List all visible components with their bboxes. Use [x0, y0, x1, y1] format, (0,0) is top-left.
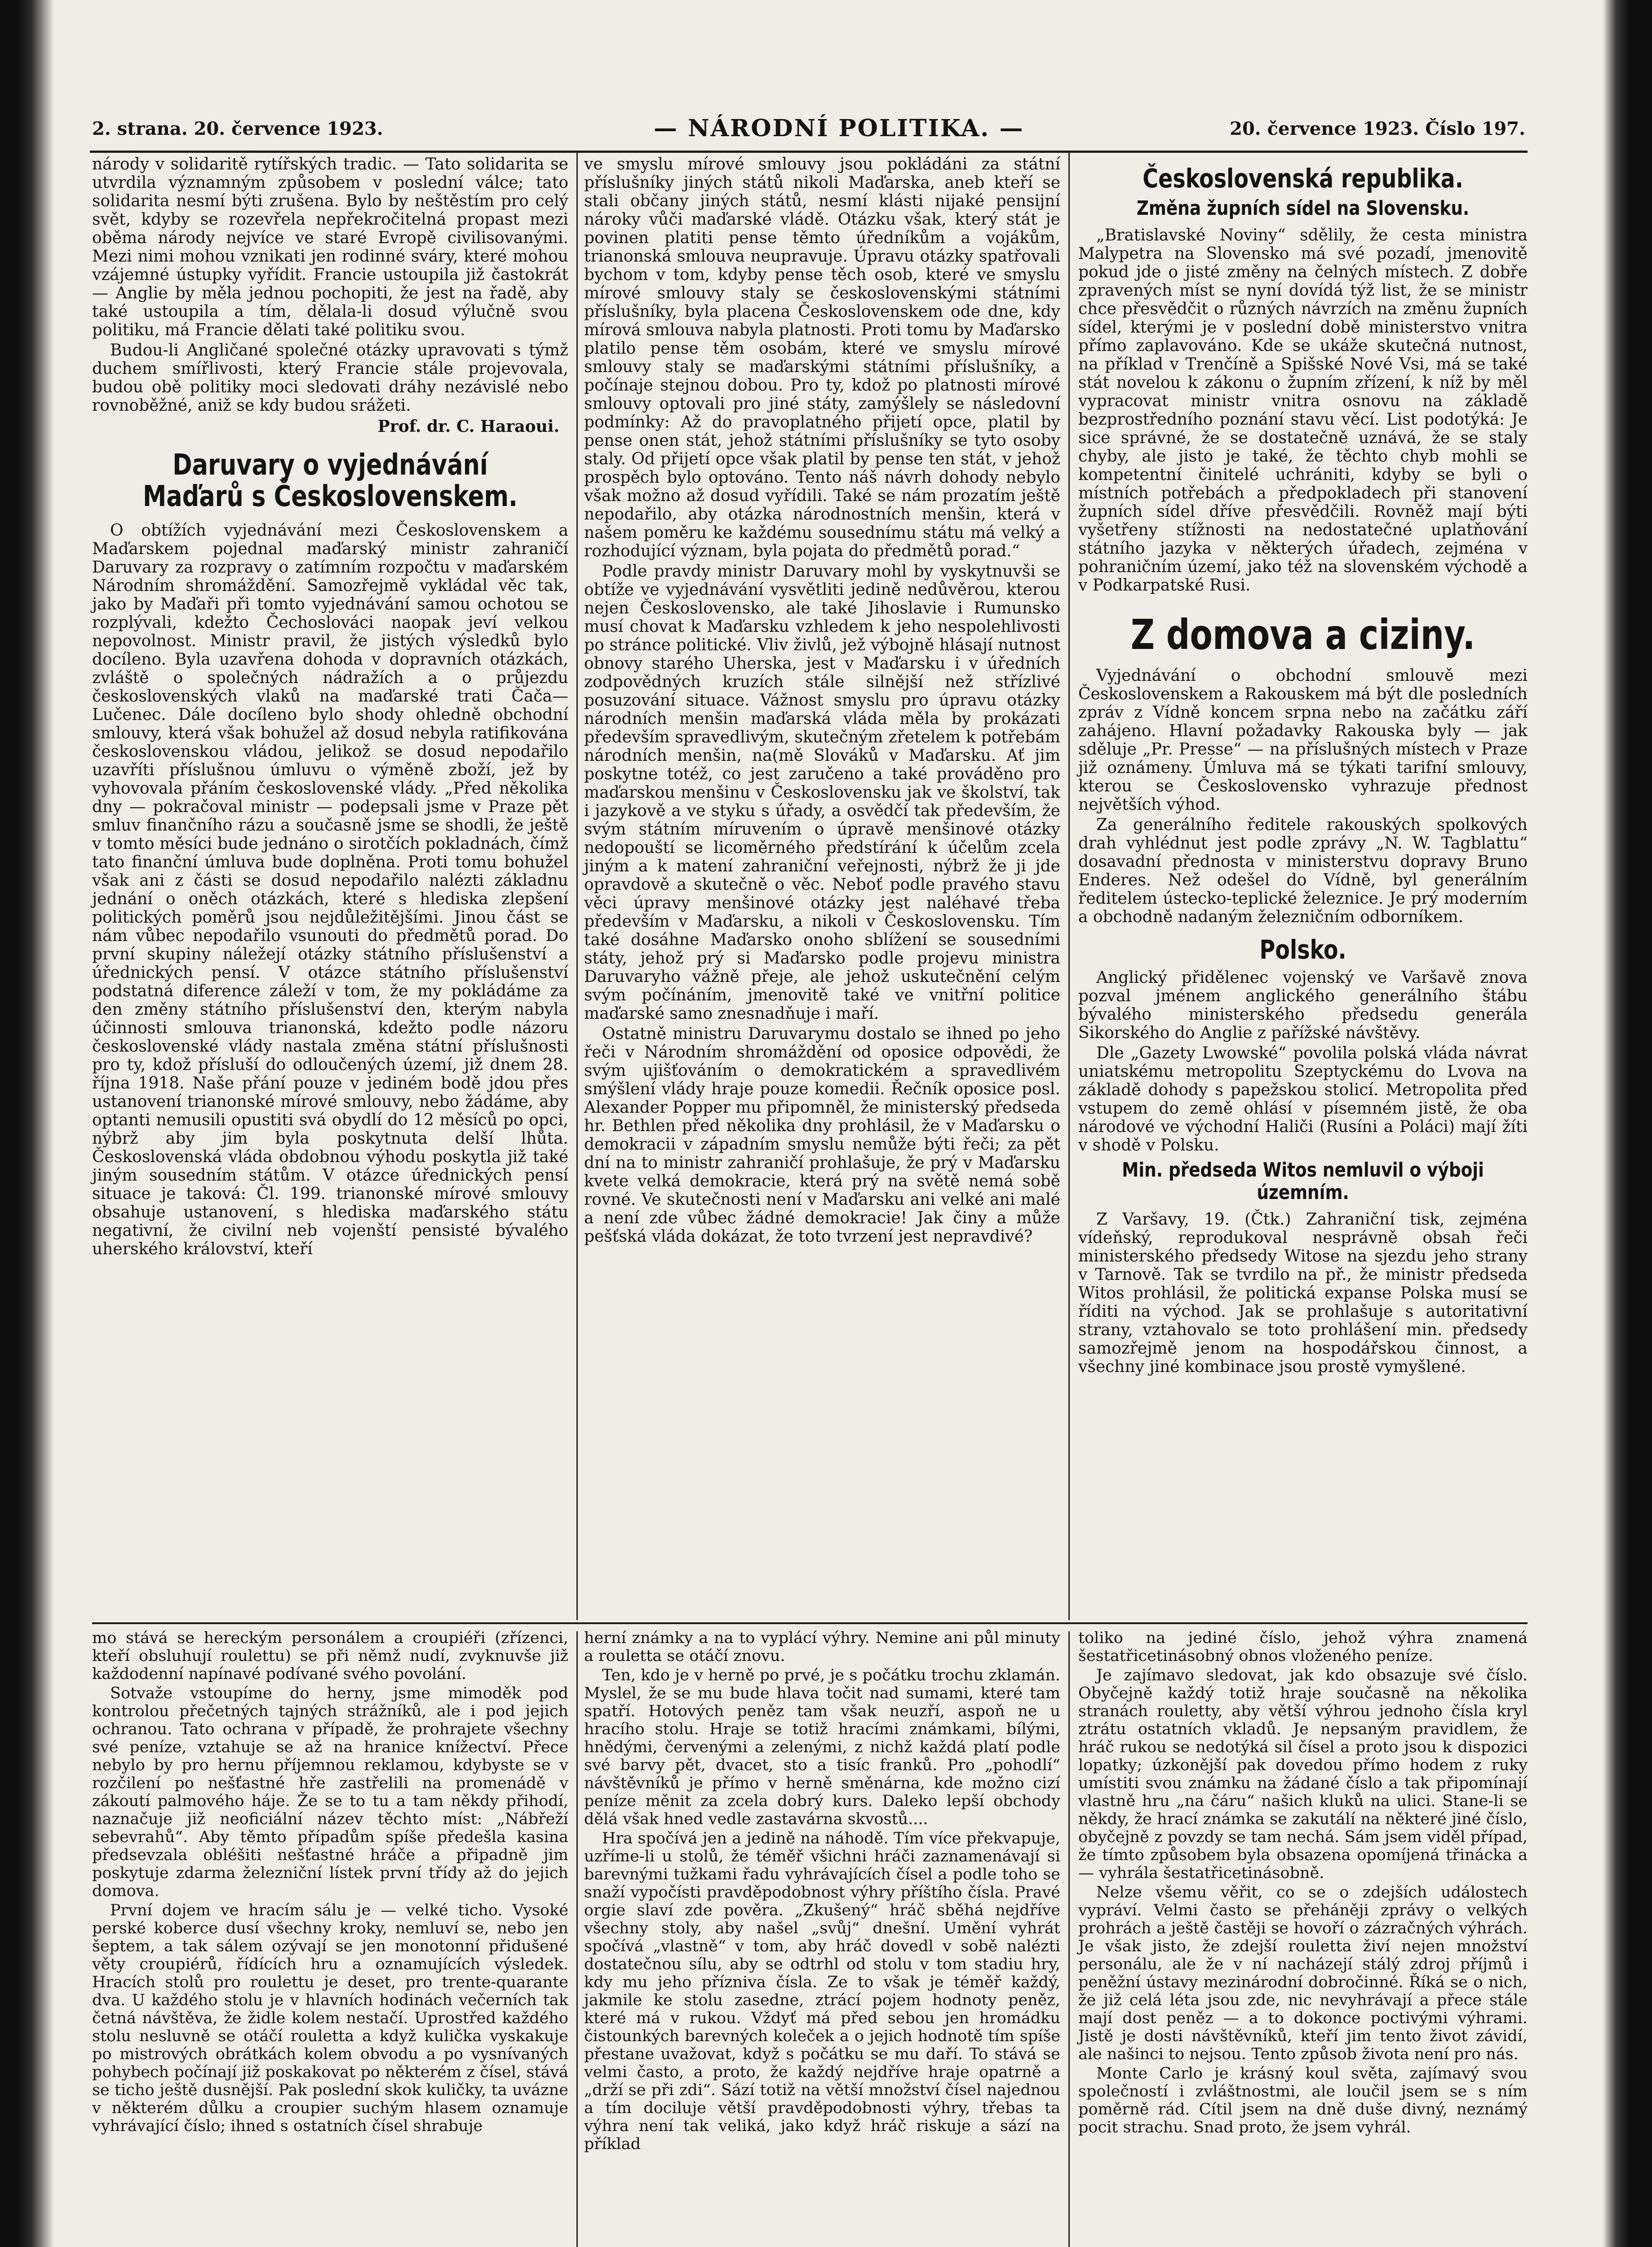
article-subheading: Min. předseda Witos nemluvil o výboji územním.: [1122, 1159, 1484, 1204]
paragraph: Ostatně ministru Daruvarymu dostalo se ihned po jeho řeči v Národním shromáždění od oposice odpovědi, že svým ujišťováním o demokratickém a spravedlivém smýšlení vlády hraje pouze komedii. Řečník oposice posl. Alexander Popper mu připomněl, že ministerský předseda hr. Bethlen před několika dny prohlásil, že v Maďarsku o demokracii v západním smyslu nemůže býti řeči; za pět dní na to ministr zahraničí prohlašuje, že prý v Maďarsku kvete velká demokracie, která prý na světě nemá sobě rovné. Ve skutečnosti není v Maďarsku ani velké ani malé a není zde vůbec žádné demokracie! Jak činy a může pešťská vláda dokázat, že toto tvrzení jest nepravdivé?: [584, 1025, 1061, 1246]
paragraph: národy v solidaritě rytířských tradic. — Tato solidarita se utvrdila významným způsobem v poslední válce; tato solidarita nesmí býti zrušena. Bylo by neštěstím pro celý svět, kdyby se rozevřela nepřekročitelná propast mezi oběma národy nejvíce ve staré Evropě civilisovanými. Mezi nimi mohou vznikati jen rodinné sváry, které mohou vzájemné ústupky vyřídit. Francie ustoupila již častokrát — Anglie by měla jednou pochopiti, že jest na řadě, aby také ustoupila a tím, dělala-li dosud výlučně svou politiku, má Francie dělati také politiku svou.: [92, 155, 568, 339]
paragraph: Hra spočívá jen a jedině na náhodě. Tím více překvapuje, uzříme-li u stolů, že téměř všichni hráči zaznamenávají si barevnými tužkami řadu vyhrávajících čísel a podle toho se snaží vypočísti pravděpodobnost výhry příštího čísla. Pravé orgie slaví zde pověra. „Zkušený“ hráč sběhá nejdříve všechny stoly, aby našel „svůj“ dnešní. Umění vyhrát spočívá „vlastně“ v tom, aby hráč dovedl v sobě nalézti dostatečnou sílu, aby se odtrhl od stolu v tom stadiu hry, kdy mu jeho přízniva čísla. Ze to však je téměř každý, jakmile ke stolu zasedne, ztrácí pojem hodnoty peněz, které má v rukou. Vždyť má před sebou jen hromádku čistounkých barevných koleček a o jejich hodnotě tím spíše přestane uvažovat, když s počátku se mu daří. To stává se velmi často, a proto, že každý nejdříve hraje opatrně a „drží se při zdi“. Sází totiž na větší množství čísel najednou a tím dociluje větší pravděpodobnosti výhry, třebas ta výhra není tak veliká, jako když hráč riskuje a sází na příklad: [584, 1830, 1060, 2153]
paragraph: Za generálního ředitele rakouských spolkových drah vyhlédnut jest podle zprávy „N. W. Tagblattu“ dosavadní přednosta v ministerstvu dopravy Bruno Enderes. Než odešel do Vídně, byl generálním ředitelem ústecko-teplické železnice. Je prý moderním a obchodně nadaným železničním odborníkem.: [1078, 816, 1528, 926]
scan-edge-left: [0, 0, 54, 2247]
paragraph: Budou-li Angličané společné otázky upravovati s týmž duchem smířlivosti, který Francie stále projevovala, budou obě politiky moci sledovati dráhy nezávislé nebo rovnoběžné, aniž se kdy budou srážeti.: [92, 341, 568, 415]
paragraph: „Bratislavské Noviny“ sdělily, že cesta ministra Malypetra na Slovensko má své pozadí, jmenovitě pokud jde o jisté změny na čelných místech. Z dobře zpravených míst se nyní dovídá týž list, že se ministr chce přesvědčit o různých návrzích na změnu župních sídel, kterými je v poslední době ministerstvo vnitra přímo zaplavováno. Kde se ukáže skutečná nutnost, na příklad v Trenčíně a Spišské Nové Vsi, má se také stát novelou k zákonu o župním zřízení, k níž by měl vypracovat ministr vnitra osnovu na základě bezprostředního poznání stavu věcí. List podotýká: Je sice správné, že se dostatečně uznává, že se staly chyby, ale jisto je také, že těchto chyb mohli se kompetentní činitelé uchrániti, kdyby se byli o místních potřebách a předpokladech při stanovení župních sídel dříve přesvědčili. Rovněž mají býti vyšetřeny stížnosti na nedostatečné uplatňování státního jazyka v některých úřadech, zejména v pohraničním území, jako též na slovenském východě a v Podkarpatské Rusi.: [1078, 226, 1528, 595]
header-issue-right: 20. července 1923. Číslo 197.: [1230, 118, 1525, 139]
paragraph: Anglický přidělenec vojenský ve Varšavě znova pozval jménem anglického generálního štábu bývalého ministerského předsedu generála Sikorského do Anglie z pařížské návštěvy.: [1078, 968, 1528, 1042]
column-rule: [576, 153, 578, 1620]
feuilleton-column-2: [584, 1629, 1060, 2154]
column-2: [584, 155, 1060, 1248]
article-signature: Prof. dr. C. Haraoui.: [377, 417, 559, 436]
paragraph: Nelze všemu věřit, co se o zdejších událostech vypráví. Velmi často se přeháněji zprávy o velkých prohrách a ještě častěji se hovoří o zázračných výhrách. Je však jisto, že zdejší rouletta živí nejen množství personálu, ale že v ní nacházejí stálý zdroj příjmů i peněžní ústavy mezinárodní dobročinné. Říká se o nich, že již celá léta jsou zde, nic nevyhrávají a přece stále mají dost peněz — a to dokonce poctivými výhrami. Jistě je dosti návštěvníků, kteří jim tento život závidí, ale našinci to nejsou. Tento způsob života není pro nás.: [1078, 1883, 1528, 2063]
paragraph: Podle pravdy ministr Daruvary mohl by vyskytnuvši se obtíže ve vyjednávání vysvětliti jedině nedůvěrou, kterou nejen Československo, ale také Jihoslavie i Rumunsko musí chovat k Maďarsku vzhledem k jeho nespolehlivosti po stránce politické. Vliv živlů, jež výbojně hlásají nutnost obnovy starého Uherska, jest v Maďarsku i v úředních zodpovědných kruzích stále silnější než střízlivé posuzování situace. Vážnost smyslu pro úpravu otázky národních menšin maďarská vláda měla by prokázati především spravedlivým, skutečným zřetelem k potřebám národních menšin, na(mě Slováků v Maďarsku. Ať jim poskytne totéž, co jest zaručeno a také prováděno pro maďarskou menšinu v Československu jak ve školství, tak i jazykově a ve styku s úřady, a osvědčí tak především, že svým státním míruvením o úpravě menšinové otázky nedopouští se licoměrného předstírání k účelům zcela jiným a k matení zahraniční veřejnosti, nýbrž že ji jde opravdově a skutečně o věc. Neboť podle pravého stavu věci úpravy menšinové otázky jest naléhavé třeba především v Maďarsku, a nikoli v Československu. Tím také dosáhne Maďarsko onoho sblížení se sousedními státy, jehož prý si Maďarsko podle projevu ministra Daruvaryho vážně přeje, ale jehož uskutečnění celým svým počínáním, jmenovitě také ve vnitřní politice maďarské samo znesnadňuje i maří.: [584, 562, 1060, 1023]
feuilleton-column-1: [92, 1629, 568, 2136]
section-heading: Československá republika.: [1143, 163, 1463, 194]
page-header: [92, 115, 1525, 146]
paragraph: Sotvaže vstoupíme do herny, jsme mimoděk pod kontrolou přečetných tajných strážníků, ale i pod jejich ochranou. Tato ochrana v případě, že prohrajete všechny své peníze, vztahuje se až na hranice knížectví. Přece nebylo by pro hernu příjemnou reklamou, kdybyste se v rozčilení po nešťastné hře zastřelili na promenádě v zákoutí palmového háje. Že se to tu a tam někdy přihodí, naznačuje již neoficiální název těchto míst: „Nábřeží sebevrahů“. Aby těmto případům spíše předešla kasina předsevzala obléšiti nešťastné hráče a připadně jim poskytuje zdarma železniční lístek první třídy až do jejich domova.: [92, 1684, 568, 1900]
paragraph: Z Varšavy, 19. (Čtk.) Zahraniční tisk, zejména vídeňský, reprodukoval nesprávně obsah řeči ministerského předsedy Witose na sjezdu jeho strany v Tarnově. Tak se tvrdilo na př., že ministr předseda Witos prohlásil, že politická expanse Polska musí se říditi na východ. Jak se prohlašuje s autoritativní strany, vztahovalo se toto prohlášení min. předsedy samozřejmě jenom na hospodářskou činnost, a všechny jiné kombinace jsou prostě vymyšlené.: [1078, 1210, 1528, 1376]
column-3: [1078, 155, 1528, 1378]
scan-edge-right: [1603, 0, 1652, 2247]
paragraph: Dle „Gazety Lwowské“ povolila polská vláda návrat uniatskému metropolitu Szeptyckému do Lvova na základě dohody s papežskou stolicí. Metropolita před vstupem do země ohlásí v písemném jistě, že oba národové ve východní Haliči (Rusíni a Poláci) mají žíti v shodě v Polsku.: [1078, 1044, 1528, 1155]
article-subheading: Změna župních sídel na Slovensku.: [1136, 197, 1470, 220]
paragraph: ve smyslu mírové smlouvy jsou pokládáni za státní příslušníky jiných států nikoli Maďarska, aneb kteří se stali občany jiných států, nesmí klásti nijaké pensijní nároky vůči maďarské vládě. Otázku však, který stát je povinen platiti pense těmto úředníkům a vojákům, trianonská smlouva neupravuje. Úpravu otázky spatřovali bychom v tom, kdyby pense těch osob, které ve smyslu mírové smlouvy staly se československými státními příslušníky, byla placena Československem ode dne, kdy mírová smlouva nabyla platnosti. Proti tomu by Maďarsko platilo pense těm osobám, které ve smyslu mírové smlouvy staly se maďarskými státními příslušníky, a počínaje stejnou dobou. Pro ty, kdož po platnosti mírové smlouvy optovali pro jiné státy, zamýšlely se následovní podmínky: Až do pravoplatného přijetí opce, platil by pense onen stát, jehož státními příslušníky se tyto osoby staly. Od přijetí opce však platil by pense ten stát, v jehož prospěch bylo optováno. Tento náš návrh dohody nebylo však možno až dosud vyřídili. Také se nám prozatím ještě nepodařilo, aby otázka národnostních menšin, která v našem poměru ke každému sousednímu státu má velký a rozhodující význam, byla pojata do předmětů porad.“: [584, 155, 1060, 560]
column-1: [92, 155, 568, 1260]
column-rule: [1068, 1631, 1070, 2247]
paragraph: mo stává se hereckým personálem a croupiéři (zřízenci, kteří obsluhují roulettu) se při němž nudí, zvyknuvše již každodenní napínavé podívané svého povolání.: [92, 1629, 568, 1683]
feuilleton-column-3: [1078, 1629, 1528, 2138]
header-rule: [90, 151, 1528, 153]
header-date-left: 2. strana. 20. července 1923.: [92, 118, 383, 139]
paragraph: toliko na jediné číslo, jehož výhra znamená šestatřicetinásobný obnos vloženého peníze.: [1078, 1629, 1528, 1665]
article-headline: Daruvary o vyjednávání Maďarů s Československem.: [143, 449, 518, 513]
section-headline: Z domova a ciziny.: [1130, 611, 1475, 659]
paragraph: O obtížích vyjednávání mezi Československem a Maďarskem pojednal maďarský ministr zahraničí Daruvary za rozpravy o zatímním rozpočtu v maďarském Národním shromáždění. Samozřejmě vykládal věc tak, jako by Maďaři při tomto vyjednávání samou ochotou se rozplývali, kdežto Čechoslováci naopak jeví velkou nepovolnost. Ministr pravil, že jistých výsledků bylo docíleno. Byla uzavřena dohoda v dopravních otázkách, zvláště o společných nádražích a o průjezdu československých vlaků na maďarské trati Čača—Lučenec. Dále docíleno bylo shody ohledně obchodní smlouvy, která však bohužel až dosud nebyla ratifikována československou vládou, jelikož se dosud nepodařilo uzavříti příslušnou úmluvu o výměně zboží, jež by vyhovovala přáním československé vlády. „Před několika dny — pokračoval ministr — podepsali jsme v Praze pět smluv finančního rázu a současně jsme se shodli, že ještě v tomto měsíci bude jednáno o sirotčích pokladnách, čímž tato finanční úmluva bude doplněna. Proti tomu bohužel však ani z části se dosud nepodařilo nalézti základnu jednání o oněch otázkách, které s hlediska zlepšení politických poměrů jsou nejdůležitějšími. Jinou část se nám vůbec nepodařilo vsunouti do předmětů porad. Do první skupiny náležejí otázky státního příslušenství a úřednických pensí. V otázce státního příslušenství podstatná diference záleží v tom, že my pokládáme za den změny státního příslušenství den, kterým nabyla účinnosti smlouva trianonská, kdežto podle názoru československé vlády nastala změna státní příslušnosti pro ty, kdož přísluší do odloučených území, již dnem 28. října 1918. Naše přání pouze v jediném bodě jdou přes ustanovení trianonské mírové smlouvy, nebo žádáme, aby optanti nemusili opustiti svá obydlí do 12 měsíců po opci, nýbrž aby jim byla poskytnuta delší lhůta. Československá vláda obdobnou výhodu poskytla již také jiným sousedním státům. V otázce úřednických pensí situace je taková: Čl. 199. trianonské mírové smlouvy obsahuje ustanovení, s hlediska maďarského státu negativní, že civilní neb vojenští pensisté bývalého uherského království, kteří: [92, 521, 568, 1258]
paragraph: Je zajímavo sledovat, jak kdo obsazuje své číslo. Obyčejně každý totiž hraje současně na několika stranách rouletty, aby větší výhrou jednoho čísla kryl ztrátu ostatních vkladů. Je nepsaným pravidlem, že hráč rukou se nedotýká sil čísel a proto jsou k dispozici lopatky; úzkonější pak dovedou přímo hodem z ruky umístiti svou známku na žádané číslo a tak připomínají vlastně hru „na čáru“ našich kluků na ulici. Stane-li se někdy, že hrací známka se zakutálí na některé jiné číslo, obyčejně z povzdy se tam nechá. Sám jsem viděl případ, že tímto způsobem byla obsazena opomíjená třinácka a — vyhrála šestatřicetinásobně.: [1078, 1666, 1528, 1882]
paragraph: Ten, kdo je v herně po prvé, je s počátku trochu zklamán. Myslel, že se mu bude hlava točit nad sumami, které tam spatří. Hotových peněz tam však neuzří, aspoň ne u hracího stolu. Hraje se totiž hracími známkami, bílými, hnědými, červenými a zelenými, z nichž každá platí podle své barvy pět, dvacet, sto a tisíc franků. Pro „pohodlí“ návštěvníků je přímo v herně směnárna, kde možno cizí peníze měnit za zcela dobrý kurs. Daleko lepší obchody dělá však hned vedle zastavárna skvostů....: [584, 1666, 1060, 1828]
paragraph: Vyjednávání o obchodní smlouvě mezi Československem a Rakouskem má být dle posledních zpráv z Vídně koncem srpna nebo na začátku září zahájeno. Hlavní požadavky Rakouska byly — jak sděluje „Pr. Presse“ — na příslušných místech v Praze již oznámeny. Úmluva má se týkati tarifní smlouvy, kterou se Československo vyhrazuje přednost největších výhod.: [1078, 666, 1528, 814]
paragraph: herní známky a na to vyplácí výhry. Nemine ani půl minuty a rouletta se otáčí znovu.: [584, 1629, 1060, 1665]
section-rule: [92, 1622, 1528, 1624]
column-rule: [1068, 153, 1070, 1620]
masthead: — NÁRODNÍ POLITIKA. —: [654, 115, 1024, 142]
section-heading: Polsko.: [1259, 934, 1346, 965]
column-rule: [576, 1631, 578, 2247]
paragraph: První dojem ve hracím sálu je — velké ticho. Vysoké perské koberce dusí všechny kroky, nemluví se, nebo jen šeptem, a tak sálem ozývají se jen monotonní přidušené věty croupiérů, řídících hru a oznamujících výsledek. Hracích stolů pro roulettu je deset, pro trente-quarante dva. U každého stolu je v hlavních hodinách večerních tak četná návštěva, že židle kolem nestačí. Uprostřed každého stolu nesluvně se otáčí rouletta a když kulička vyskakuje po mistrových obrátkách kolem obvodu a po vysnívaných pohybech počínají již poskakovat po některém z čísel, stává se ticho ještě dusnější. Pak poslední skok kuličky, ta uvázne v některém důlku a croupier suchým hlasem oznamuje vyhrávající číslo; ihned s ostatních čísel shrabuje: [92, 1901, 568, 2135]
paragraph: Monte Carlo je krásný koul světa, zajímavý svou společností i zvláštnostmi, ale loučil jsem se s ním poměrně rád. Cítil jsem na dně duše divný, neznámý pocit strachu. Snad proto, že jsem vyhrál.: [1078, 2065, 1528, 2136]
